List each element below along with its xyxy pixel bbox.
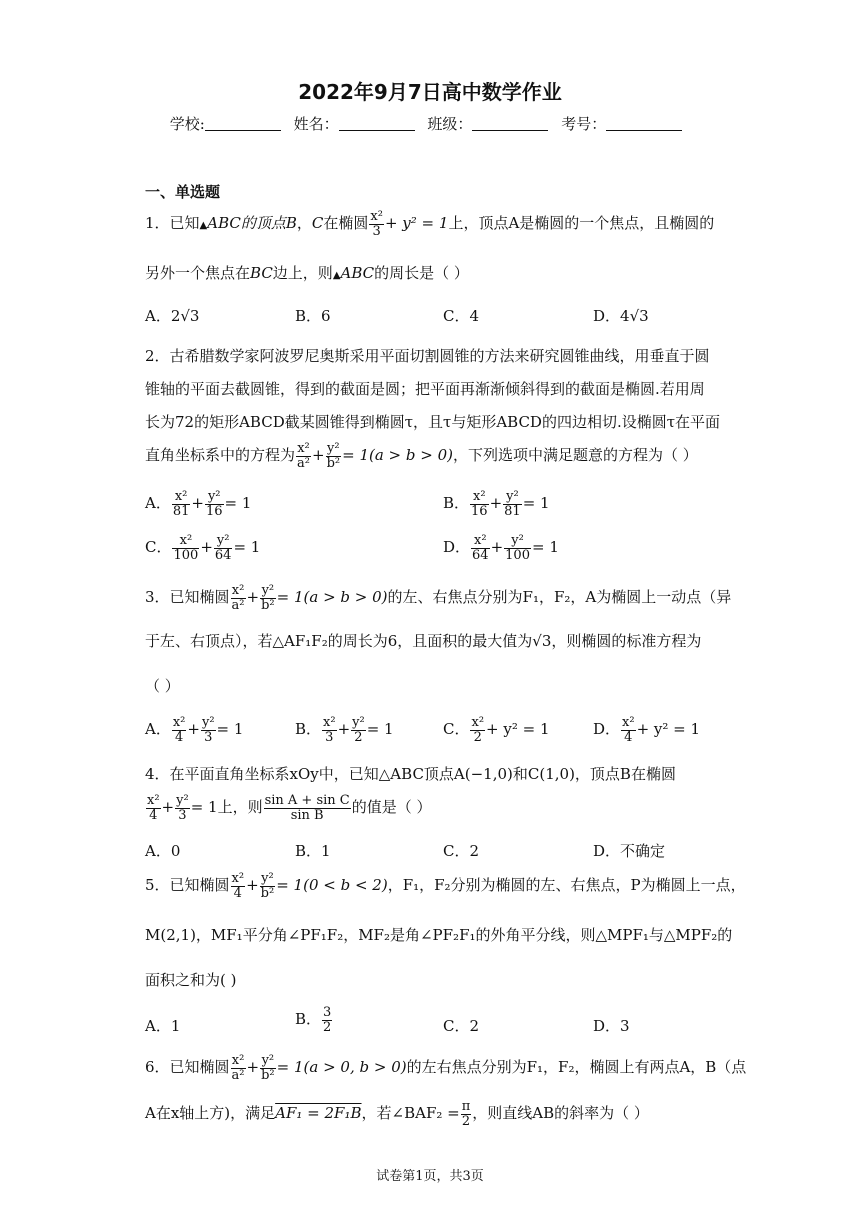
q6-vector-equation: AF₁ = 2F₁B [275, 1104, 362, 1123]
q5-ob-frac [322, 1006, 332, 1034]
q2-od-eq: = 1 [531, 538, 559, 557]
q1-point-c: C [311, 214, 324, 233]
q1-text-e: 上，顶点A是椭圆的一个焦点，且椭圆的 [448, 214, 715, 233]
q3-ob-y-den: 2 [354, 729, 363, 745]
q3-od-x-num: x² [622, 715, 635, 730]
q3-option-a[interactable] [145, 716, 243, 744]
q1-frac-den: 3 [372, 223, 381, 239]
q4-sin-num: sin A + sin C [264, 793, 350, 808]
q2-option-b[interactable]: B． $\frac{\text{x²}}{16}$ + $\frac{\text{y²}}{81}$ = 1 [443, 489, 550, 519]
q6-frac-x-den: a² [231, 1067, 245, 1083]
q3-option-a-label: A． [145, 720, 171, 739]
q3-option-b[interactable] [295, 716, 394, 744]
q3-text-a: 3．已知椭圆 [145, 588, 230, 607]
q6-line2 [145, 1100, 649, 1128]
q2-ob-x-den: 16 [471, 503, 488, 519]
q2-line3: 长为72的矩形ABCD截某圆锥得到椭圆τ，且τ与矩形ABCD的四边相切.设椭圆τ在平面 [145, 413, 721, 431]
q5-line3: 面积之和为( ) [145, 971, 237, 989]
q3-oc-x-den: 2 [473, 729, 482, 745]
q6-frac-y [260, 1054, 276, 1082]
q3-ob-y [351, 716, 366, 744]
q6-pi-frac [461, 1100, 472, 1128]
q2-od-x [471, 534, 490, 562]
q4-option-c[interactable]: C．2 [443, 842, 480, 860]
exam-no-label: 考号： [561, 115, 607, 133]
q2-condition: = 1(a > b > 0) [342, 446, 453, 465]
q5-text-a: 5．已知椭圆 [145, 876, 230, 895]
q1-option-b[interactable]: B．6 [295, 307, 331, 325]
q6-text-a: 6．已知椭圆 [145, 1058, 230, 1077]
q2-option-d-label: D． [443, 538, 471, 557]
q2-ob-x-num: x² [470, 490, 489, 505]
page-footer: 试卷第1页，共3页 [376, 1169, 484, 1184]
q1-triangle-name: ABC [340, 264, 375, 282]
q4-text-a: = 1上，则 [190, 798, 263, 817]
q3-line2: 于左、右顶点），若△AF₁F₂的周长为6，且面积的最大值为√3，则椭圆的标准方程为 [145, 632, 702, 650]
q3-oa-y-num: y² [201, 715, 215, 730]
q2-frac-y-den: b² [326, 455, 341, 471]
q4-option-b[interactable]: B．1 [295, 842, 331, 860]
q3-frac-y-den: b² [261, 597, 275, 613]
q6-frac-y-den: b² [261, 1067, 275, 1083]
q5-frac-x-num: x² [231, 871, 245, 886]
triangle-icon: ▲ [199, 220, 208, 232]
q3-option-c[interactable] [443, 716, 550, 744]
q4-sin-fraction [264, 794, 351, 822]
q5-text-c: ，F₁，F₂分别为椭圆的左、右焦点，P为椭圆上一点， [387, 876, 746, 895]
q3-od-x-den: 4 [624, 729, 633, 745]
q2-frac-y-num: y² [327, 441, 340, 456]
q2-option-d[interactable]: D． $\frac{\text{x²}}{64}$ + $\frac{\text{y²}}{100}$ = 1 [443, 533, 559, 563]
q4-option-a[interactable]: A．0 [145, 842, 181, 860]
school-blank [205, 116, 281, 131]
q5-frac-y-num: y² [261, 871, 274, 886]
q2-oa-x [172, 490, 191, 518]
q2-od-x-den: 64 [472, 547, 489, 563]
q2-oa-y [205, 490, 224, 518]
q4-frac-y [175, 794, 190, 822]
q3-oa-plus: + [187, 720, 200, 739]
name-label: 姓名： [293, 115, 339, 133]
q1-line2 [145, 262, 469, 283]
q6-text-d: ，则直线AB的斜率为（ ） [472, 1104, 649, 1123]
q4-sin-den: sin B [290, 807, 324, 823]
q3-oc-x-num: x² [471, 715, 485, 730]
q1-text-a: 1．已知 [145, 214, 200, 233]
q5-option-b-label: B． [295, 1010, 322, 1029]
q3-od-eq: + y² = 1 [636, 720, 701, 739]
q2-oc-x-num: x² [172, 534, 199, 549]
q2-ob-eq: = 1 [522, 494, 550, 513]
school-label: 学校: [169, 115, 205, 133]
q2-ob-y-num: y² [503, 490, 522, 505]
q2-option-a-label: A． [145, 494, 171, 513]
q2-oc-y [214, 534, 233, 562]
q5-frac-x [231, 872, 246, 900]
q2-text-a: 直角坐标系中的方程为 [145, 446, 296, 465]
q2-od-y-num: y² [504, 534, 531, 549]
q6-text-c2: ，若∠BAF₂ = [361, 1104, 460, 1123]
q6-frac-y-num: y² [261, 1053, 275, 1068]
q2-frac-x [296, 442, 311, 470]
q2-text-c: ，下列选项中满足题意的方程为（ ） [453, 446, 698, 465]
q4-frac-y-den: 3 [178, 807, 187, 823]
q1-text-b: ABC的顶点 [207, 214, 286, 233]
q6-condition: = 1(a > 0, b > 0) [276, 1058, 407, 1077]
q3-oa-x-den: 4 [174, 729, 184, 745]
q2-ob-y [503, 490, 522, 518]
q3-ob-eq: = 1 [366, 720, 394, 739]
q5-condition: = 1(0 < b < 2) [276, 876, 388, 895]
q4-line2: $\frac{\text{x²}}{4}$ + $\frac{\text{y²}}{3}$ = 1上，则 $\frac{\text{sin A + sin C}}{\text{sin B}}$ 的值是（ ） [147, 793, 432, 823]
q3-oa-eq: = 1 [216, 720, 244, 739]
q3-condition: = 1(a > b > 0) [276, 588, 388, 607]
q3-od-x [621, 716, 636, 744]
q3-option-c-label: C． [443, 720, 470, 739]
q3-oa-y-den: 3 [204, 729, 213, 745]
q5-frac-x-den: 4 [233, 885, 242, 901]
q2-option-c-label: C． [145, 538, 172, 557]
q1-option-d[interactable]: D．4√3 [593, 307, 649, 325]
q3-ob-x-num: x² [323, 715, 336, 730]
name-blank [339, 116, 415, 131]
q2-ob-y-den: 81 [504, 503, 521, 519]
q3-frac-x-den: a² [231, 597, 245, 613]
exam-no-blank [606, 116, 682, 131]
student-info-line [0, 113, 860, 134]
q2-line2: 锥轴的平面去截圆锥，得到的截面是圆；把平面再渐渐倾斜得到的截面是椭圆.若用周 [145, 380, 705, 398]
q5-option-b[interactable] [295, 1006, 333, 1034]
q2-oc-y-num: y² [214, 534, 233, 549]
q4-frac-x-num: x² [147, 793, 160, 808]
q1-option-c[interactable]: C．4 [443, 307, 480, 325]
q2-oa-x-num: x² [172, 490, 191, 505]
q5-ob-den: 2 [323, 1019, 332, 1035]
q5-option-a[interactable]: A．1 [145, 1017, 181, 1035]
q6-pi-den: 2 [461, 1113, 471, 1129]
q1-option-a[interactable]: A．2√3 [145, 307, 200, 325]
q1-sep: ， [296, 214, 312, 233]
q3-oa-x [172, 716, 187, 744]
q1-frac-num: x² [370, 209, 383, 224]
q3-oa-y [201, 716, 216, 744]
q5-line2: M(2,1)，MF₁平分角∠PF₁F₂，MF₂是角∠PF₂F₁的外角平分线，则△MPF₁与△MPF₂的 [145, 926, 733, 944]
q2-line1: 2．古希腊数学家阿波罗尼奥斯采用平面切割圆锥的方法来研究圆锥曲线，用垂直于圆 [145, 347, 710, 365]
q3-ob-x-den: 3 [325, 729, 334, 745]
section-heading: 一、单选题 [145, 183, 221, 201]
q4-frac-x-den: 4 [149, 807, 158, 823]
q3-ob-plus: + [337, 720, 351, 739]
q5-frac-y [260, 872, 276, 900]
q1-point-b: B [285, 214, 297, 233]
q1-text-c: 在椭圆 [323, 214, 369, 233]
q5-line1: 5．已知椭圆 $\frac{\text{x²}}{4}$ + $\frac{\text{y²}}{\text{b²}}$ = 1(0 < b < 2)，F₁，F₂分别为椭圆的左、右焦点，P为椭圆上一点， [145, 871, 746, 901]
q2-oa-y-den: 16 [205, 503, 223, 519]
q5-option-c[interactable]: C．2 [443, 1017, 480, 1035]
q4-frac-y-num: y² [176, 793, 189, 808]
class-blank [472, 116, 548, 131]
q3-frac-y [260, 584, 276, 612]
q3-option-d[interactable] [593, 716, 700, 744]
q6-frac-x [231, 1054, 246, 1082]
q1-text-g: 边上，则 [272, 264, 333, 282]
class-label: 班级： [427, 115, 473, 133]
q2-od-y-den: 100 [505, 547, 530, 563]
q1-segment-bc: BC [250, 264, 273, 282]
q1-text-h: 的周长是（ ） [374, 264, 469, 282]
q2-oc-y-den: 64 [214, 547, 232, 563]
q3-oc-x [470, 716, 485, 744]
q3-oc-eq: + y² = 1 [486, 720, 550, 739]
q4-line1: 4．在平面直角坐标系xOy中，已知△ABC顶点A(−1,0)和C(1,0)，顶点B在椭圆 [145, 765, 676, 783]
q4-text-b: 的值是（ ） [351, 798, 432, 817]
q3-option-b-label: B． [295, 720, 322, 739]
q2-option-a[interactable]: A． $\frac{\text{x²}}{81}$ + $\frac{\text{y²}}{16}$ = 1 [145, 489, 252, 519]
q3-ob-y-num: y² [352, 715, 365, 730]
q3-option-d-label: D． [593, 720, 621, 739]
q6-text-b: A在x轴上方)，满足 [145, 1104, 276, 1123]
q3-ob-x [322, 716, 337, 744]
q3-frac-y-num: y² [261, 583, 275, 598]
q4-option-d[interactable]: D．不确定 [593, 842, 666, 860]
q2-frac-x-num: x² [297, 441, 310, 456]
q2-oc-eq: = 1 [233, 538, 261, 557]
q2-oc-x [172, 534, 199, 562]
page-title: 2022年9月7日高中数学作业 [298, 80, 562, 104]
q2-frac-y [326, 442, 342, 470]
q2-oc-x-den: 100 [173, 547, 199, 563]
q6-pi-num: π [461, 1099, 471, 1114]
q3-frac-x [231, 584, 246, 612]
q2-line4: 直角坐标系中的方程为 $\frac{\text{x²}}{\text{a²}}$ + $\frac{\text{y²}}{\text{b²}}$ = 1(a > b > 0)，下列选项中满足题意的方程为（ ） [145, 441, 698, 471]
q2-oa-eq: = 1 [224, 494, 252, 513]
q3-line3: （ ） [145, 677, 180, 695]
q1-equation: + y² = 1 [384, 214, 449, 233]
q2-option-c[interactable]: C． $\frac{\text{x²}}{100}$ + $\frac{\text{y²}}{64}$ = 1 [145, 533, 261, 563]
q2-od-x-num: x² [471, 534, 490, 549]
q1-line1 [145, 210, 714, 238]
q2-od-y [504, 534, 531, 562]
q2-option-b-label: B． [443, 494, 470, 513]
q5-frac-y-den: b² [260, 885, 275, 901]
q2-oa-y-num: y² [205, 490, 224, 505]
q5-option-d[interactable]: D．3 [593, 1017, 630, 1035]
q3-text-c: 的左、右焦点分别为F₁，F₂，A为椭圆上一动点（异 [387, 588, 732, 607]
q1-fraction [369, 210, 384, 238]
q3-oa-x-num: x² [172, 715, 186, 730]
q2-frac-x-den: a² [297, 455, 310, 471]
q5-ob-num: 3 [323, 1005, 332, 1020]
triangle-icon: ▲ [332, 270, 341, 281]
q3-line1: 3．已知椭圆 $\frac{\text{x²}}{\text{a²}}$ + $\frac{\text{y²}}{\text{b²}}$ = 1(a > b > 0)的左、右焦点分别为F₁，F₂，A为椭圆上一动点（异 [145, 583, 732, 613]
q6-text-c: 的左右焦点分别为F₁，F₂，椭圆上有两点A，B（点 [406, 1058, 747, 1077]
q2-oa-x-den: 81 [172, 503, 190, 519]
q6-line1: 6．已知椭圆 $\frac{\text{x²}}{\text{a²}}$ + $\frac{\text{y²}}{\text{b²}}$ = 1(a > 0, b > 0)的左右焦点分别为F₁，F₂，椭圆上有两点A，B（点 [145, 1053, 747, 1083]
q2-ob-x [470, 490, 489, 518]
q1-text-f: 另外一个焦点在 [145, 264, 251, 282]
q6-frac-x-num: x² [231, 1053, 245, 1068]
q4-frac-x [146, 794, 161, 822]
q3-frac-x-num: x² [231, 583, 245, 598]
